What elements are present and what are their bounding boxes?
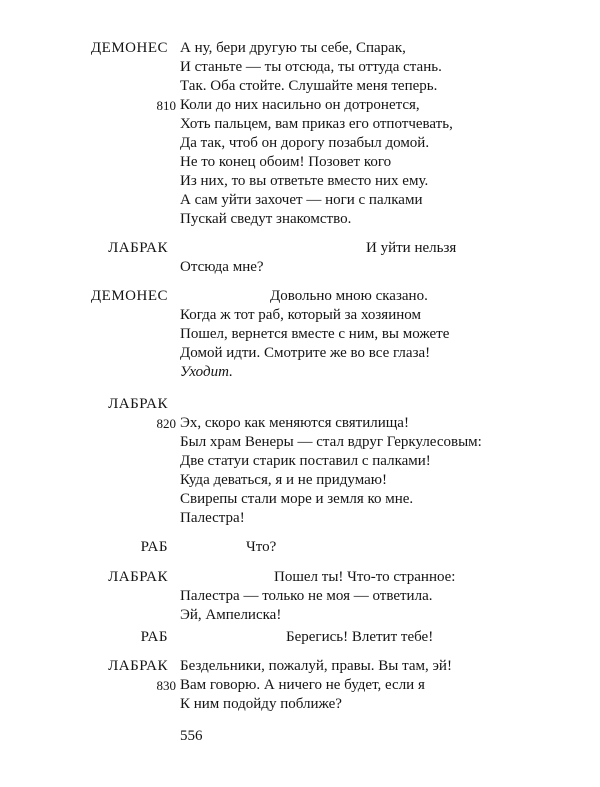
verse-line: А сам уйти захочет — ноги с палками xyxy=(180,192,423,208)
verse-line: Отсюда мне? xyxy=(180,259,264,275)
verse-line: Палестра! xyxy=(180,510,245,526)
speaker-name: ЛАБРАК xyxy=(108,658,168,674)
page-number: 556 xyxy=(180,728,203,744)
verse-line: Когда ж тот раб, который за хозяином xyxy=(180,307,421,323)
verse-line: Довольно мною сказано. xyxy=(270,288,428,304)
speaker-name: ЛАБРАК xyxy=(108,569,168,585)
verse-line: Свирепы стали море и земля ко мне. xyxy=(180,491,414,507)
verse-line: Так. Оба стойте. Слушайте меня теперь. xyxy=(180,78,438,94)
verse-line: Что? xyxy=(246,539,277,555)
verse-line: Эй, Ампелиска! xyxy=(180,607,282,623)
verse-line: Две статуи старик поставил с палками! xyxy=(180,453,431,469)
verse-line: Палестра — только не моя — ответила. xyxy=(180,588,433,604)
verse-line: И станьте — ты отсюда, ты оттуда стань. xyxy=(180,59,442,75)
verse-line: И уйти нельзя xyxy=(366,240,457,256)
speaker-name: РАБ xyxy=(140,539,168,555)
verse-line: Из них, то вы ответьте вместо них ему. xyxy=(180,173,429,189)
line-number: 830 xyxy=(156,678,176,693)
verse-line: А ну, бери другую ты себе, Спарак, xyxy=(180,40,406,56)
verse-line: Пошел ты! Что-то странное: xyxy=(274,569,456,585)
speaker-name: ДЕМОНЕС xyxy=(90,288,168,304)
verse-line: Коли до них насильно он дотронется, xyxy=(180,97,420,113)
line-number: 810 xyxy=(156,98,176,113)
verse-line: Пускай сведут знакомство. xyxy=(180,211,352,227)
verse-line: Не то конец обоим! Позовет кого xyxy=(180,154,392,170)
speaker-name: ЛАБРАК xyxy=(108,396,168,412)
verse-line: Эх, скоро как меняются святилища! xyxy=(180,415,409,431)
verse-line: Хоть пальцем, вам приказ его отпотчевать, xyxy=(180,116,453,132)
verse-line: Бездельники, пожалуй, правы. Вы там, эй! xyxy=(180,658,452,674)
speaker-name: РАБ xyxy=(140,629,168,645)
verse-line: Да так, чтоб он дорогу позабыл домой. xyxy=(180,135,430,151)
verse-line: К ним подойду поближе? xyxy=(180,696,342,712)
line-number: 820 xyxy=(156,416,176,431)
stage-direction: Уходит. xyxy=(180,364,233,380)
verse-line: Берегись! Влетит тебе! xyxy=(286,629,434,645)
verse-line: Куда деваться, я и не придумаю! xyxy=(180,472,387,488)
verse-line: Домой идти. Смотрите же во все глаза! xyxy=(180,345,431,361)
verse-line: Пошел, вернется вместе с ним, вы можете xyxy=(180,326,450,342)
verse-line: Вам говорю. А ничего не будет, если я xyxy=(180,677,425,693)
speaker-name: ДЕМОНЕС xyxy=(90,40,168,56)
verse-line: Был храм Венеры — стал вдруг Геркулесовым: xyxy=(180,434,482,450)
speaker-name: ЛАБРАК xyxy=(108,240,168,256)
